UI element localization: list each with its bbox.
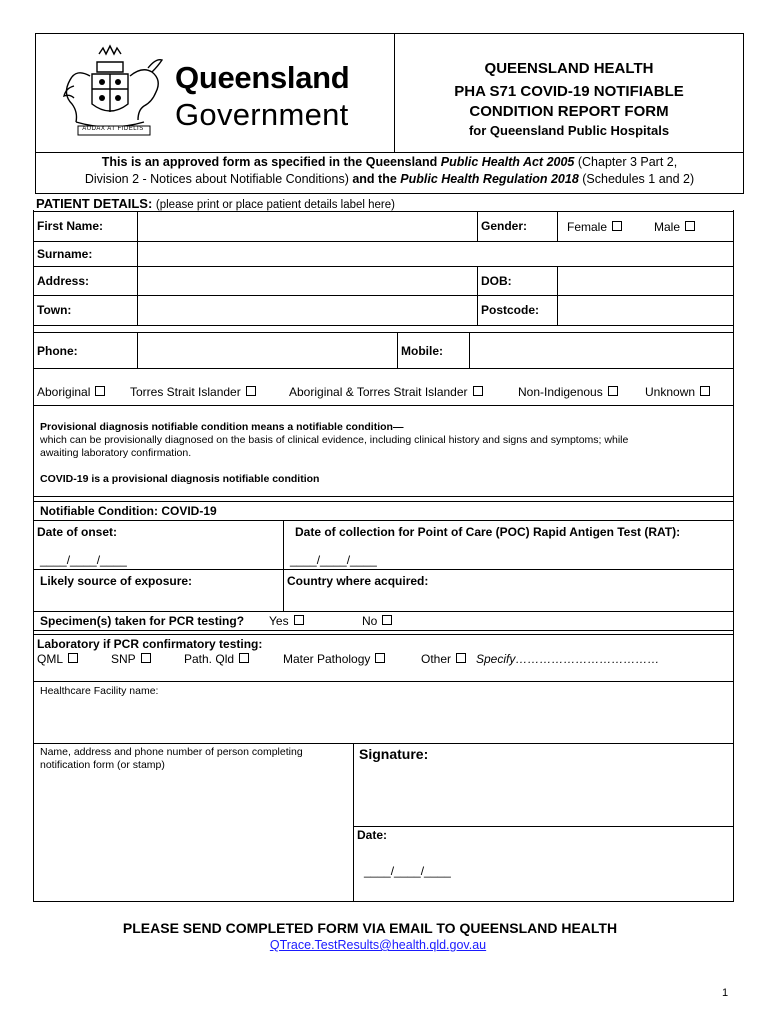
tsi-label: Torres Strait Islander (130, 385, 241, 399)
specimen-no-option[interactable] (362, 614, 392, 628)
completer-line-2: notification form (or stamp) (40, 759, 165, 771)
approval-reg: Public Health Regulation 2018 (400, 172, 579, 186)
provisional-line-1: which can be provisionally diagnosed on the basis of clinical evidence, including clinical history and signs and symptoms; while (40, 434, 629, 446)
first-name-field[interactable] (138, 212, 476, 240)
form-title-1: QUEENSLAND HEALTH (484, 60, 654, 77)
mobile-label: Mobile: (401, 344, 443, 358)
qml-checkbox[interactable] (68, 653, 78, 663)
source-field[interactable] (34, 590, 282, 610)
indigenous-aboriginal-option[interactable] (37, 385, 105, 399)
yes-label: Yes (269, 614, 289, 628)
completion-date-field[interactable]: ____/____/____ (364, 864, 451, 878)
form-subtitle: for Queensland Public Hospitals (468, 123, 670, 138)
onset-label: Date of onset: (37, 525, 118, 539)
specimen-yes-option[interactable] (269, 614, 304, 628)
indigenous-both-option[interactable] (289, 385, 483, 399)
unknown-checkbox[interactable] (700, 386, 710, 396)
logo-government: Government (175, 97, 349, 132)
lab-heading: Laboratory if PCR confirmatory testing: (37, 637, 263, 651)
lab-snp-option[interactable] (111, 652, 151, 666)
country-label: Country where acquired: (287, 574, 429, 588)
facility-field[interactable] (34, 700, 732, 743)
indigenous-tsi-option[interactable] (130, 385, 256, 399)
divider (283, 520, 284, 612)
date-label: Date: (357, 828, 388, 842)
form-title-3: CONDITION REPORT FORM (469, 103, 669, 120)
dob-label: DOB: (481, 274, 512, 288)
specimen-label: Specimen(s) taken for PCR testing? (40, 614, 245, 628)
yes-checkbox[interactable] (294, 615, 304, 625)
unknown-label: Unknown (645, 385, 696, 399)
email-link[interactable]: QTrace.TestResults@health.qld.gov.au (269, 938, 487, 952)
qml-label: QML (37, 652, 64, 666)
town-field[interactable] (138, 296, 476, 324)
divider (353, 826, 734, 827)
lab-specify-field[interactable]: Specify……………………………… (476, 652, 660, 666)
divider (33, 611, 734, 612)
postcode-field[interactable] (558, 296, 732, 324)
form-title-2: PHA S71 COVID-19 NOTIFIABLE (454, 83, 684, 100)
signature-field[interactable] (354, 766, 732, 826)
divider (33, 901, 734, 902)
no-label: No (362, 614, 378, 628)
form-right-border (733, 210, 734, 902)
divider (33, 405, 734, 406)
patient-heading-note: (please print or place patient details label here) (155, 199, 395, 211)
divider (33, 569, 734, 570)
both-label: Aboriginal & Torres Strait Islander (289, 385, 468, 399)
indigenous-non-option[interactable] (518, 385, 618, 399)
provisional-bold: Provisional diagnosis notifiable condition means a notifiable condition— (40, 421, 404, 433)
completer-field[interactable] (34, 774, 352, 900)
other-label: Other (421, 652, 452, 666)
approval-text-b: (Chapter 3 Part 2, (574, 155, 678, 169)
patient-heading (36, 196, 395, 211)
female-label: Female (567, 220, 608, 234)
town-label: Town: (37, 303, 72, 317)
divider (397, 332, 398, 368)
lab-path-option[interactable] (184, 652, 249, 666)
crest-motto: AUDAX AT FIDELIS (82, 126, 144, 132)
male-label: Male (654, 220, 681, 234)
divider (33, 743, 734, 744)
divider (33, 496, 734, 497)
snp-checkbox[interactable] (141, 653, 151, 663)
male-checkbox[interactable] (685, 221, 695, 231)
completer-line-1: Name, address and phone number of person completing (40, 746, 303, 758)
approval-line-1 (35, 155, 744, 169)
aboriginal-label: Aboriginal (37, 385, 91, 399)
no-checkbox[interactable] (382, 615, 392, 625)
queensland-crest-icon (52, 40, 168, 136)
specimen-row (40, 614, 244, 628)
gender-label: Gender: (481, 219, 528, 233)
path-label: Path. Qld (184, 652, 235, 666)
path-checkbox[interactable] (239, 653, 249, 663)
tsi-checkbox[interactable] (246, 386, 256, 396)
divider (477, 211, 478, 241)
divider (33, 325, 734, 326)
divider (33, 368, 734, 369)
approval-line-2 (35, 172, 744, 186)
divider (557, 211, 558, 241)
non-indigenous-checkbox[interactable] (608, 386, 618, 396)
phone-label: Phone: (37, 344, 78, 358)
send-instruction: PLEASE SEND COMPLETED FORM VIA EMAIL TO QUEENSLAND HEALTH (122, 920, 618, 936)
snp-label: SNP (111, 652, 136, 666)
provisional-line-2: awaiting laboratory confirmation. (40, 447, 192, 459)
approval-text-c: Division 2 - Notices about Notifiable Conditions) (84, 172, 349, 186)
approval-text-a: This is an approved form as specified in the Queensland (101, 155, 441, 169)
approval-act: Public Health Act 2005 (440, 155, 575, 169)
gender-female-option[interactable] (567, 220, 622, 234)
phone-field[interactable] (138, 333, 396, 367)
other-checkbox[interactable] (456, 653, 466, 663)
notifiable-condition: Notifiable Condition: COVID-19 (40, 504, 217, 518)
facility-label: Healthcare Facility name: (40, 685, 159, 697)
divider (33, 520, 734, 521)
divider (33, 634, 734, 635)
mater-checkbox[interactable] (375, 653, 385, 663)
lab-other-option[interactable] (421, 652, 466, 666)
address-field[interactable] (138, 267, 476, 295)
divider (33, 630, 734, 631)
first-name-label: First Name: (37, 219, 104, 233)
non-indigenous-label: Non-Indigenous (518, 385, 603, 399)
collection-label: Date of collection for Point of Care (POC) Rapid Antigen Test (RAT): (295, 525, 681, 539)
approval-text-d: and the (348, 172, 401, 186)
lab-mater-option[interactable] (283, 652, 385, 666)
patient-heading-label: PATIENT DETAILS: (36, 196, 153, 211)
logo-queensland: Queensland (175, 60, 350, 95)
collection-date-field[interactable]: ____/____/____ (290, 553, 377, 567)
mater-label: Mater Pathology (283, 652, 371, 666)
lab-qml-option[interactable] (37, 652, 78, 666)
surname-field[interactable] (138, 242, 732, 266)
provisional-covid: COVID-19 is a provisional diagnosis notifiable condition (40, 473, 320, 485)
both-checkbox[interactable] (473, 386, 483, 396)
postcode-label: Postcode: (481, 303, 540, 317)
country-field[interactable] (285, 590, 732, 610)
dob-field[interactable] (558, 267, 732, 295)
approval-text-e: (Schedules 1 and 2) (578, 172, 695, 186)
signature-label: Signature: (359, 746, 429, 762)
page-number: 1 (722, 987, 729, 999)
divider (33, 681, 734, 682)
indigenous-unknown-option[interactable] (645, 385, 710, 399)
female-checkbox[interactable] (612, 221, 622, 231)
gender-male-option[interactable] (654, 220, 695, 234)
mobile-field[interactable] (470, 333, 732, 367)
onset-date-field[interactable]: ____/____/____ (40, 553, 127, 567)
surname-label: Surname: (37, 247, 93, 261)
aboriginal-checkbox[interactable] (95, 386, 105, 396)
divider (33, 501, 734, 502)
address-label: Address: (37, 274, 90, 288)
source-label: Likely source of exposure: (40, 574, 193, 588)
